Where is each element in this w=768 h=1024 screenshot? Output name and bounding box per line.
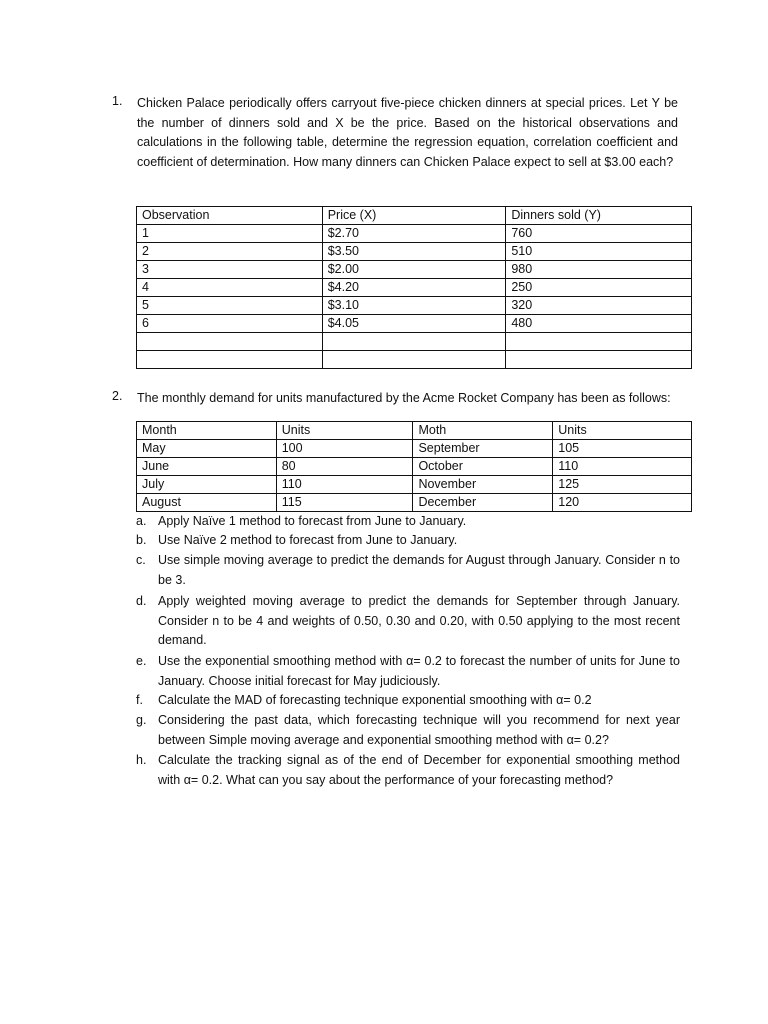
subpart-letter: d. xyxy=(136,594,147,608)
subpart-letter: b. xyxy=(136,533,147,547)
question-2-number: 2. xyxy=(112,389,123,403)
table-cell xyxy=(137,333,323,351)
table-cell: $4.05 xyxy=(322,315,506,333)
table-cell: 115 xyxy=(276,494,413,512)
table-row xyxy=(137,297,692,315)
subpart-h xyxy=(136,751,680,790)
table-cell: 980 xyxy=(506,261,692,279)
subpart-text: Apply Naïve 1 method to forecast from June to January. xyxy=(158,514,467,528)
question-1 xyxy=(112,94,678,172)
table-cell: 1 xyxy=(137,225,323,243)
table-cell: October xyxy=(413,458,553,476)
question-2-text: The monthly demand for units manufactured by the Acme Rocket Company has been as follows: xyxy=(137,391,671,405)
header-cell: Month xyxy=(137,422,277,440)
question-2 xyxy=(112,389,678,409)
table-cell: 125 xyxy=(553,476,692,494)
subpart-d xyxy=(136,592,680,651)
subpart-letter: c. xyxy=(136,553,146,567)
table-cell xyxy=(322,351,506,369)
table-cell: December xyxy=(413,494,553,512)
table-cell: 4 xyxy=(137,279,323,297)
subpart-e xyxy=(136,652,680,691)
table-row xyxy=(137,351,692,369)
table-cell: 760 xyxy=(506,225,692,243)
question-1-number: 1. xyxy=(112,94,123,108)
table-cell: 480 xyxy=(506,315,692,333)
header-cell: Moth xyxy=(413,422,553,440)
subpart-text: Calculate the tracking signal as of the end of December for exponential smoothing method with α= 0.2. What can you say about the performance of your forecasting method? xyxy=(158,753,680,787)
table-cell: 105 xyxy=(553,440,692,458)
table-row xyxy=(137,243,692,261)
header-cell: Units xyxy=(553,422,692,440)
subpart-letter: e. xyxy=(136,654,147,668)
question-1-text: Chicken Palace periodically offers carryout five-piece chicken dinners at special prices. Let Y be the number of dinners sold and X be the price. Based on the historical observations and calculations in the following table, determine the regression equation, correlation coefficient and coefficient of determination. How many dinners can Chicken Palace expect to sell at $3.00 each? xyxy=(137,96,678,169)
subpart-text: Use simple moving average to predict the demands for August through January. Consider n to be 3. xyxy=(158,553,680,587)
table-cell: $4.20 xyxy=(322,279,506,297)
header-cell: Price (X) xyxy=(322,207,506,225)
table-cell: 2 xyxy=(137,243,323,261)
table-cell: August xyxy=(137,494,277,512)
subpart-a xyxy=(136,512,680,532)
subpart-text: Use Naïve 2 method to forecast from June to January. xyxy=(158,533,458,547)
subpart-f xyxy=(136,691,680,711)
subpart-text: Considering the past data, which forecasting technique will you recommend for next year between Simple moving average and exponential smoothing method with α= 0.2? xyxy=(158,713,680,747)
table-row xyxy=(137,261,692,279)
subpart-text: Use the exponential smoothing method with α= 0.2 to forecast the number of units for June to January. Choose initial forecast for May judiciously. xyxy=(158,654,680,688)
subpart-letter: f. xyxy=(136,693,143,707)
subpart-text: Apply weighted moving average to predict the demands for September through January. Consider n to be 4 and weights of 0.50, 0.30 and 0.20, with 0.50 applying to the most recent demand. xyxy=(158,594,680,647)
table-cell: November xyxy=(413,476,553,494)
table-cell: 6 xyxy=(137,315,323,333)
table-cell: 250 xyxy=(506,279,692,297)
table-row xyxy=(137,494,692,512)
table-cell: 5 xyxy=(137,297,323,315)
table-cell: $2.70 xyxy=(322,225,506,243)
table-cell: 320 xyxy=(506,297,692,315)
table-cell: $2.00 xyxy=(322,261,506,279)
table-header-row xyxy=(137,207,692,225)
subpart-b xyxy=(136,531,680,551)
table-header-row xyxy=(137,422,692,440)
table-cell: 110 xyxy=(553,458,692,476)
table-row xyxy=(137,279,692,297)
table-cell xyxy=(506,351,692,369)
header-cell: Dinners sold (Y) xyxy=(506,207,692,225)
table-cell xyxy=(322,333,506,351)
table-cell: 510 xyxy=(506,243,692,261)
table-row xyxy=(137,315,692,333)
subpart-letter: a. xyxy=(136,514,147,528)
subpart-letter: g. xyxy=(136,713,147,727)
table-cell: $3.50 xyxy=(322,243,506,261)
table-cell: June xyxy=(137,458,277,476)
table-cell: July xyxy=(137,476,277,494)
subpart-g xyxy=(136,711,680,750)
table-cell: 100 xyxy=(276,440,413,458)
subpart-text: Calculate the MAD of forecasting technique exponential smoothing with α= 0.2 xyxy=(158,693,592,707)
header-cell: Observation xyxy=(137,207,323,225)
table-cell xyxy=(506,333,692,351)
table-cell: $3.10 xyxy=(322,297,506,315)
table-cell: 120 xyxy=(553,494,692,512)
header-cell: Units xyxy=(276,422,413,440)
subpart-letter: h. xyxy=(136,753,147,767)
table-row xyxy=(137,458,692,476)
table-row xyxy=(137,476,692,494)
table-row xyxy=(137,225,692,243)
monthly-demand-table xyxy=(136,421,692,512)
table-cell: September xyxy=(413,440,553,458)
table-cell: May xyxy=(137,440,277,458)
table-cell xyxy=(137,351,323,369)
table-row xyxy=(137,333,692,351)
chicken-palace-table xyxy=(136,206,692,369)
table-cell: 80 xyxy=(276,458,413,476)
table-row xyxy=(137,440,692,458)
subpart-c xyxy=(136,551,680,590)
table-cell: 3 xyxy=(137,261,323,279)
table-cell: 110 xyxy=(276,476,413,494)
